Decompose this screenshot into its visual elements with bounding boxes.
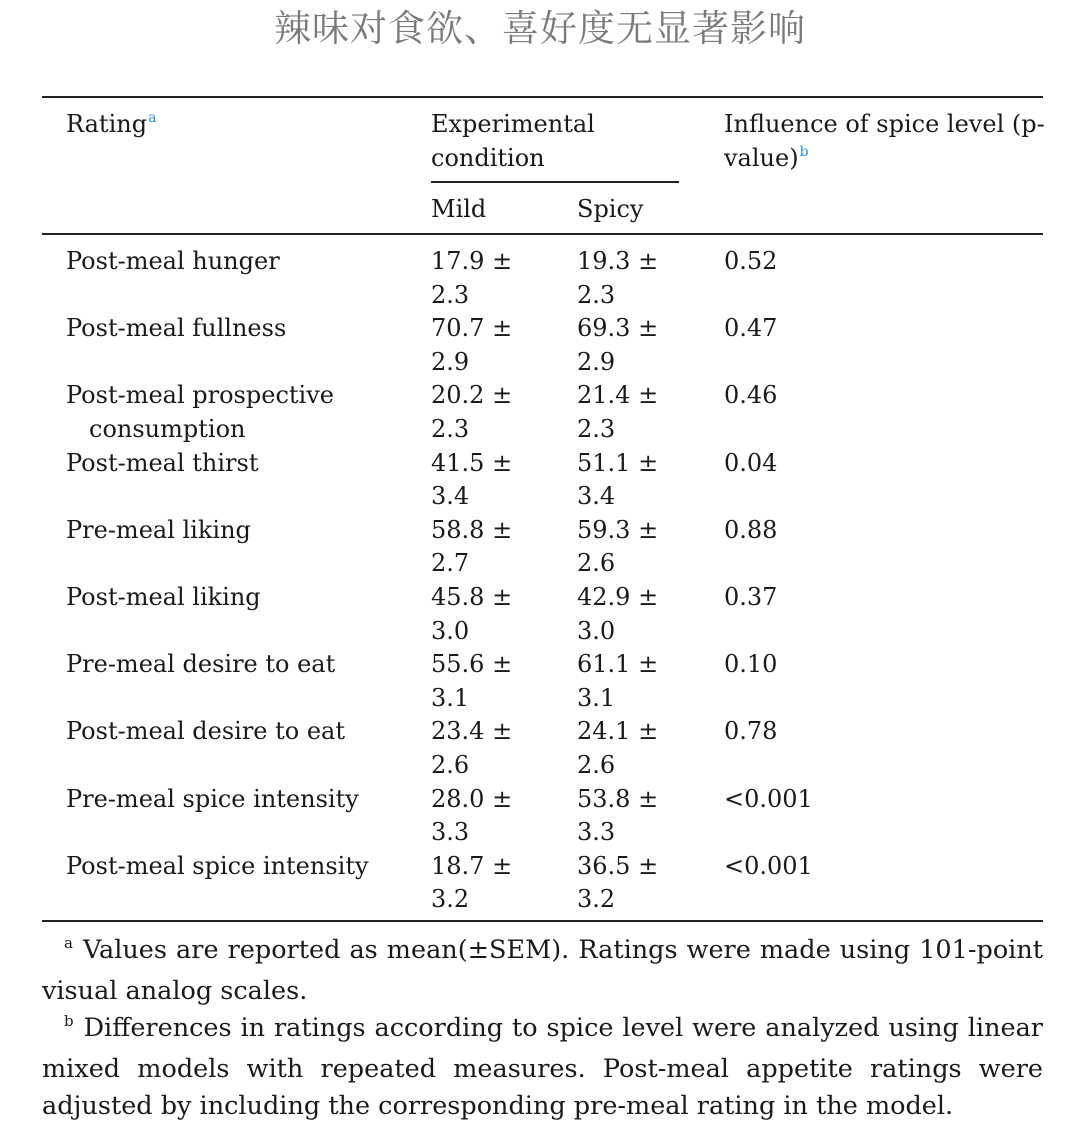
- row-p-value: 0.46: [724, 381, 778, 410]
- header-spicy: Spicy: [577, 195, 644, 223]
- footnote-b: $^b$ Differences in ratings according to spice level were analyzed using linear mixed models with repeated measures. Post-meal appetite ratings were adjusted by including the corresponding pre-meal rating in the model.: [42, 1012, 1043, 1121]
- table-row: [0, 715, 1080, 782]
- row-spicy-value: 61.1 ± 3.1: [577, 650, 659, 712]
- row-mild-value: 23.4 ± 2.6: [431, 717, 513, 779]
- footnote-link-b[interactable]: b: [799, 143, 809, 160]
- header-influence-of-spice-level: Influence of spice level (p- value)$^b$: [724, 110, 1045, 172]
- row-rating-label: Pre-meal desire to eat: [66, 650, 336, 679]
- row-mild-value: 17.9 ± 2.3: [431, 247, 513, 309]
- row-rating-label: Post-meal hunger: [66, 247, 280, 275]
- table-row: [0, 245, 1080, 312]
- row-spicy-value: 51.1 ± 3.4: [577, 448, 659, 511]
- condition-subheader-rule: [431, 181, 679, 183]
- row-mild-value: 18.7 ± 3.2: [431, 851, 513, 914]
- row-mild-value: 58.8 ± 2.7: [431, 515, 513, 578]
- row-rating-label: Post-meal thirst: [66, 448, 259, 477]
- table-bottom-rule: [42, 920, 1043, 922]
- table-row: [0, 581, 1080, 648]
- row-spicy-value: 24.1 ± 2.6: [577, 717, 659, 779]
- row-rating-label: Post-meal prospective consumption: [66, 381, 334, 443]
- image-caption: 辣味对食欲、喜好度无显著影响: [274, 7, 806, 50]
- row-p-value: <0.001: [724, 851, 813, 880]
- row-mild-value: 41.5 ± 3.4: [431, 448, 513, 511]
- table-row: [0, 312, 1080, 379]
- row-rating-label: Pre-meal spice intensity: [66, 784, 359, 813]
- row-p-value: 0.47: [724, 314, 778, 343]
- table-row: [0, 783, 1080, 850]
- header-experimental-condition: Experimental condition: [431, 110, 595, 172]
- row-mild-value: 20.2 ± 2.3: [431, 381, 513, 443]
- table-row: [0, 850, 1080, 917]
- row-rating-label: Post-meal liking: [66, 583, 261, 611]
- row-p-value: 0.88: [724, 515, 778, 544]
- row-p-value: 0.78: [724, 717, 778, 746]
- row-rating-label: Post-meal fullness: [66, 314, 287, 343]
- footnote-a: $^a$ Values are reported as mean(±SEM). Ratings were made using 101-point visual analog scales.: [42, 934, 1043, 1006]
- row-p-value: 0.37: [724, 583, 778, 611]
- table-footnotes: [42, 932, 1043, 1126]
- row-spicy-value: 21.4 ± 2.3: [577, 381, 659, 443]
- row-mild-value: 28.0 ± 3.3: [431, 784, 513, 847]
- table-top-rule: [42, 96, 1043, 98]
- row-rating-label: Post-meal desire to eat: [66, 717, 346, 746]
- row-mild-value: 70.7 ± 2.9: [431, 314, 513, 376]
- header-rating: Rating$^a$: [66, 110, 157, 138]
- table-row: [0, 648, 1080, 715]
- row-mild-value: 55.6 ± 3.1: [431, 650, 513, 712]
- row-spicy-value: 69.3 ± 2.9: [577, 314, 659, 376]
- row-spicy-value: 42.9 ± 3.0: [577, 583, 659, 645]
- row-spicy-value: 19.3 ± 2.3: [577, 247, 659, 309]
- header-mild: Mild: [431, 195, 487, 223]
- table-row: [0, 514, 1080, 581]
- row-p-value: 0.10: [724, 650, 778, 679]
- table-row: [0, 379, 1080, 446]
- row-p-value: <0.001: [724, 784, 813, 813]
- footnote-link-a[interactable]: a: [148, 110, 157, 126]
- row-spicy-value: 36.5 ± 3.2: [577, 851, 659, 914]
- row-spicy-value: 53.8 ± 3.3: [577, 784, 659, 847]
- row-p-value: 0.52: [724, 247, 778, 275]
- row-rating-label: Pre-meal liking: [66, 515, 251, 544]
- row-rating-label: Post-meal spice intensity: [66, 851, 369, 880]
- row-p-value: 0.04: [724, 448, 778, 477]
- table-row: [0, 447, 1080, 514]
- row-mild-value: 45.8 ± 3.0: [431, 583, 513, 645]
- table-header-rule: [42, 233, 1043, 235]
- row-spicy-value: 59.3 ± 2.6: [577, 515, 659, 578]
